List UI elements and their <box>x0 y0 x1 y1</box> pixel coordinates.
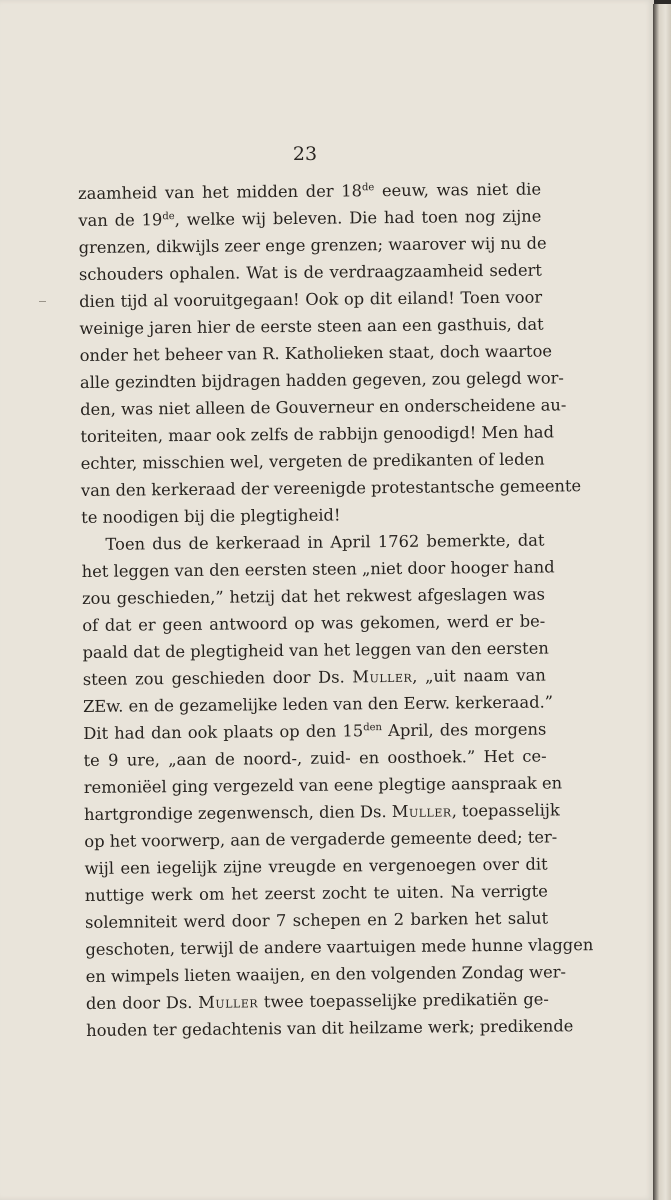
text-line: remoniëel ging vergezeld van eene plegtige aanspraak en <box>83 773 563 797</box>
text-line: den door Ds. Muller twee toepasselijke predikatiën ge- <box>85 989 549 1013</box>
text-line: houden ter gedachtenis van dit heilzame werk; predikende <box>86 1016 574 1040</box>
text-line: op het voorwerp, aan de vergaderde gemeente deed; ter- <box>84 827 558 851</box>
text-line: onder het beheer van R. Katholieken staat, doch waartoe <box>79 341 553 365</box>
text-line: weinige jaren hier de eerste steen aan een gasthuis, dat <box>79 314 544 338</box>
text-line: Toen dus de kerkeraad in April 1762 bemerkte, dat <box>105 530 545 554</box>
text-line: van den kerkeraad der vereenigde protestantsche gemeente <box>80 476 582 500</box>
text-line: geschoten, terwijl de andere vaartuigen mede hunne vlaggen <box>85 935 594 959</box>
text-line: ZEw. en de gezamelijke leden van den Eerw. kerkeraad.” <box>82 692 554 716</box>
text-line: echter, misschien wel, vergeten de predikanten of leden <box>80 449 545 473</box>
text-line: Dit had dan ook plaats op den $15^{den}$ April, des morgens <box>83 719 547 743</box>
text-line: alle gezindten bijdragen hadden gegeven, zou gelegd wor- <box>79 368 564 392</box>
body-text <box>78 176 594 1044</box>
text-line: toriteiten, maar ook zelfs de rabbijn genoodigd! Men had <box>80 422 555 446</box>
text-line: te 9 ure, „aan de noord-, zuid- en oosthoek.” Het ce- <box>83 746 547 770</box>
text-line: nuttige werk om het zeerst zocht te uiten. Na verrigte <box>84 881 548 905</box>
margin-mark <box>39 301 46 302</box>
text-line: steen zou geschieden door Ds. Muller, „uit naam van <box>82 665 546 689</box>
text-line: hartgrondige zegenwensch, dien Ds. Muller, toepasselijk <box>83 800 560 824</box>
text-line: paald dat de plegtigheid van het leggen van den eersten <box>82 638 549 662</box>
text-line: zaamheid van het midden der 18de eeuw, was niet die <box>78 179 542 203</box>
text-line: en wimpels lieten waaijen, en den volgenden Zondag wer- <box>85 962 567 986</box>
text-line: schouders ophalen. Wat is de verdraagzaamheid sedert <box>78 260 542 284</box>
text-line: zou geschieden,” hetzij dat het rekwest afgeslagen was <box>81 584 546 608</box>
text-line: wijl een iegelijk zijne vreugde en vergenoegen over dit <box>84 854 548 878</box>
text-line: het leggen van den eersten steen „niet door hooger hand <box>81 557 555 581</box>
text-line: van de 19de, welke wij beleven. Die had toen nog zijne <box>78 206 542 230</box>
text-line: solemniteit werd door 7 schepen en 2 barken het salut <box>85 908 549 932</box>
text-line: of dat er geen antwoord op was gekomen, werd er be- <box>82 611 546 635</box>
text-line: grenzen, dikwijls zeer enge grenzen; waarover wij nu de <box>78 233 547 257</box>
page-edge <box>653 4 671 1200</box>
page-number: 23 <box>292 143 318 165</box>
text-line: den, was niet alleen de Gouverneur en onderscheidene au- <box>80 395 567 419</box>
text-line: dien tijd al vooruitgegaan! Ook op dit eiland! Toen voor <box>79 287 543 311</box>
text-line: te noodigen bij die plegtigheid! <box>81 505 341 527</box>
